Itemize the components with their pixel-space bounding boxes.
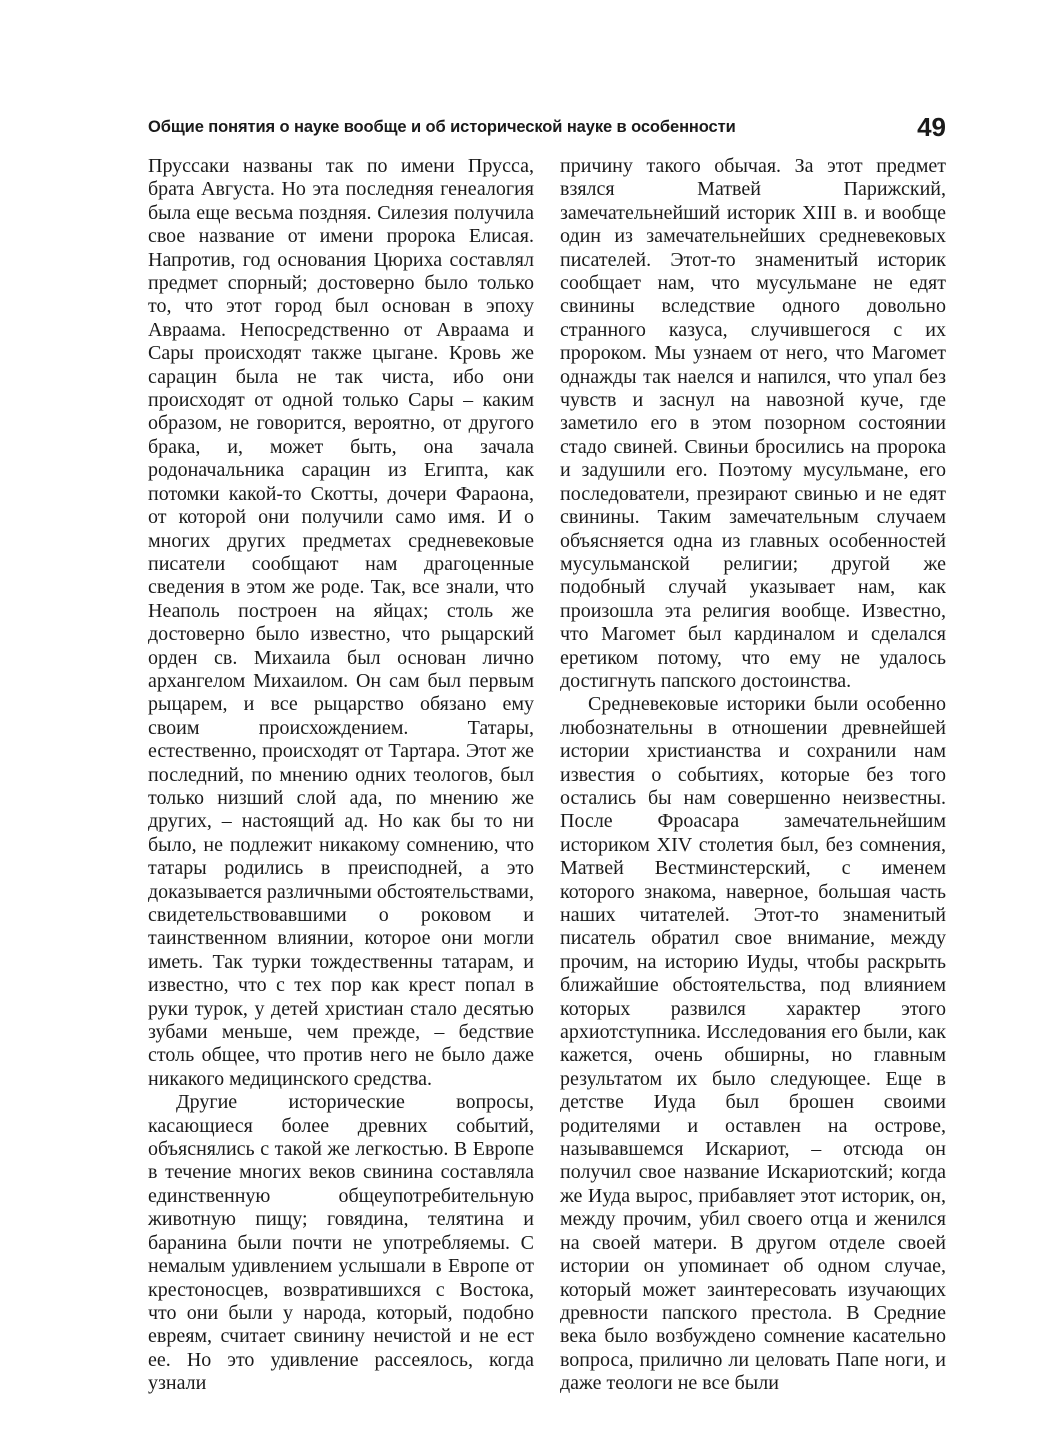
running-title: Общие понятия о науке вообще и об исторической науке в особенности [148,118,736,136]
left-column [148,155,534,1396]
running-header [148,112,946,146]
paragraph: причину такого обычая. За этот предмет взялся Матвей Парижский, замечательнейший историк XIII в. и вообще один из замечательнейших средневековых писателей. Этот-то знаменитый историк сообщает нам, что мусульмане не едят свинины вследствие одного довольно странного казуса, случившегося с их пророком. Мы узнаем от него, что Магомет однажды так наелся и напился, что упал без чувств и заснул на навозной куче, где заметило его в этом позорном состоянии стадо свиней. Свиньи бросились на пророка и задушили его. Поэтому мусульмане, его последователи, презирают свинью и не едят свинины. Таким замечательным случаем объясняется одна из главных особенностей мусульманской религии; другой же подобный случай указывает нам, как произошла эта религия вообще. Известно, что Магомет был кардиналом и сделался еретиком потому, что ему не удалось достигнуть папского достоинства. [560,155,946,692]
paragraph: Пруссаки названы так по имени Прусса, брата Августа. Но эта последняя генеалогия была еще весьма поздняя. Силезия получила свое название от имени пророка Елисая. Напротив, год основания Цюриха составлял предмет спорный; достоверно было только то, что этот город был основан в эпоху Авраама. Непосредственно от Авраама и Сары происходят также цыгане. Кровь же сарацин была не так чиста, ибо они происходят от одной только Сары – каким образом, не говорится, вероятно, от другого брака, и, может быть, она зачала родоначальника сарацин из Египта, как потомки какой-то Скотты, дочери Фараона, от которой они получили само имя. И о многих других предметах средневековые писатели сообщают нам драгоценные сведения в этом же роде. Так, все знали, что Неаполь построен на яйцах; столь же достоверно было известно, что рыцарский орден св. Михаила был основан лично архангелом Михаилом. Он сам был первым рыцарем, и все рыцарство обязано ему своим происхождением. Татары, естественно, происходят от Тартара. Этот же последний, по мнению одних теологов, был только низший слой ада, по мнению же других, – настоящий ад. Но как бы то ни было, не подлежит никакому сомнению, что татары родились в преисподней, а это доказывается различными обстоятельствами, свидетельствовавшими о роковом и таинственном влиянии, которое они могли иметь. Так турки тождественны татарам, и известно, что с тех пор как крест попал в руки турок, у детей христиан стало десятью зубами меньше, чем прежде, – бедствие столь общее, что против него не было даже никакого медицинского средства. [148,155,534,1090]
right-column [560,155,946,1396]
page-number: 49 [917,112,946,142]
paragraph: Средневековые историки были особенно любознательны в отношении древнейшей истории христианства и сохранили нам известия о событиях, которые без того остались бы нам совершенно неизвестны. После Фроасара замечательнейшим историком XIV столетия был, без сомнения, Матвей Вестминстерский, с именем которого знакома, наверное, большая часть наших читателей. Этот-то знаменитый писатель обратил свое внимание, между прочим, на историю Иуды, чтобы раскрыть ближайшие обстоятельства, под влиянием которых развился характер этого архиотступника. Исследования его были, как кажется, очень обширны, но главным результатом их было следующее. Еще в детстве Иуда был брошен своими родителями и оставлен на острове, называвшемся Искариот, – отсюда он получил свое название Искариотский; когда же Иуда вырос, прибавляет этот историк, он, между прочим, убил своего отца и женился на своей матери. В другом отделе своей истории он упоминает об одном случае, который может заинтересовать изучающих древности папского престола. В Средние века было возбуждено сомнение касательно вопроса, прилично ли целовать Папе ноги, и даже теологи не все были [560,693,946,1395]
paragraph: Другие исторические вопросы, касающиеся более древних событий, объяснялись с такой же легкостью. В Европе в течение многих веков свинина составляла единственную общеупотребительную животную пищу; говядина, телятина и баранина были почти не употребляемы. С немалым удивлением услышали в Европе от крестоносцев, возвратившихся с Востока, что они были у народа, который, подобно евреям, считает свинину нечистой и не ест ее. Но это удивление рассеялось, когда узнали [148,1091,534,1395]
